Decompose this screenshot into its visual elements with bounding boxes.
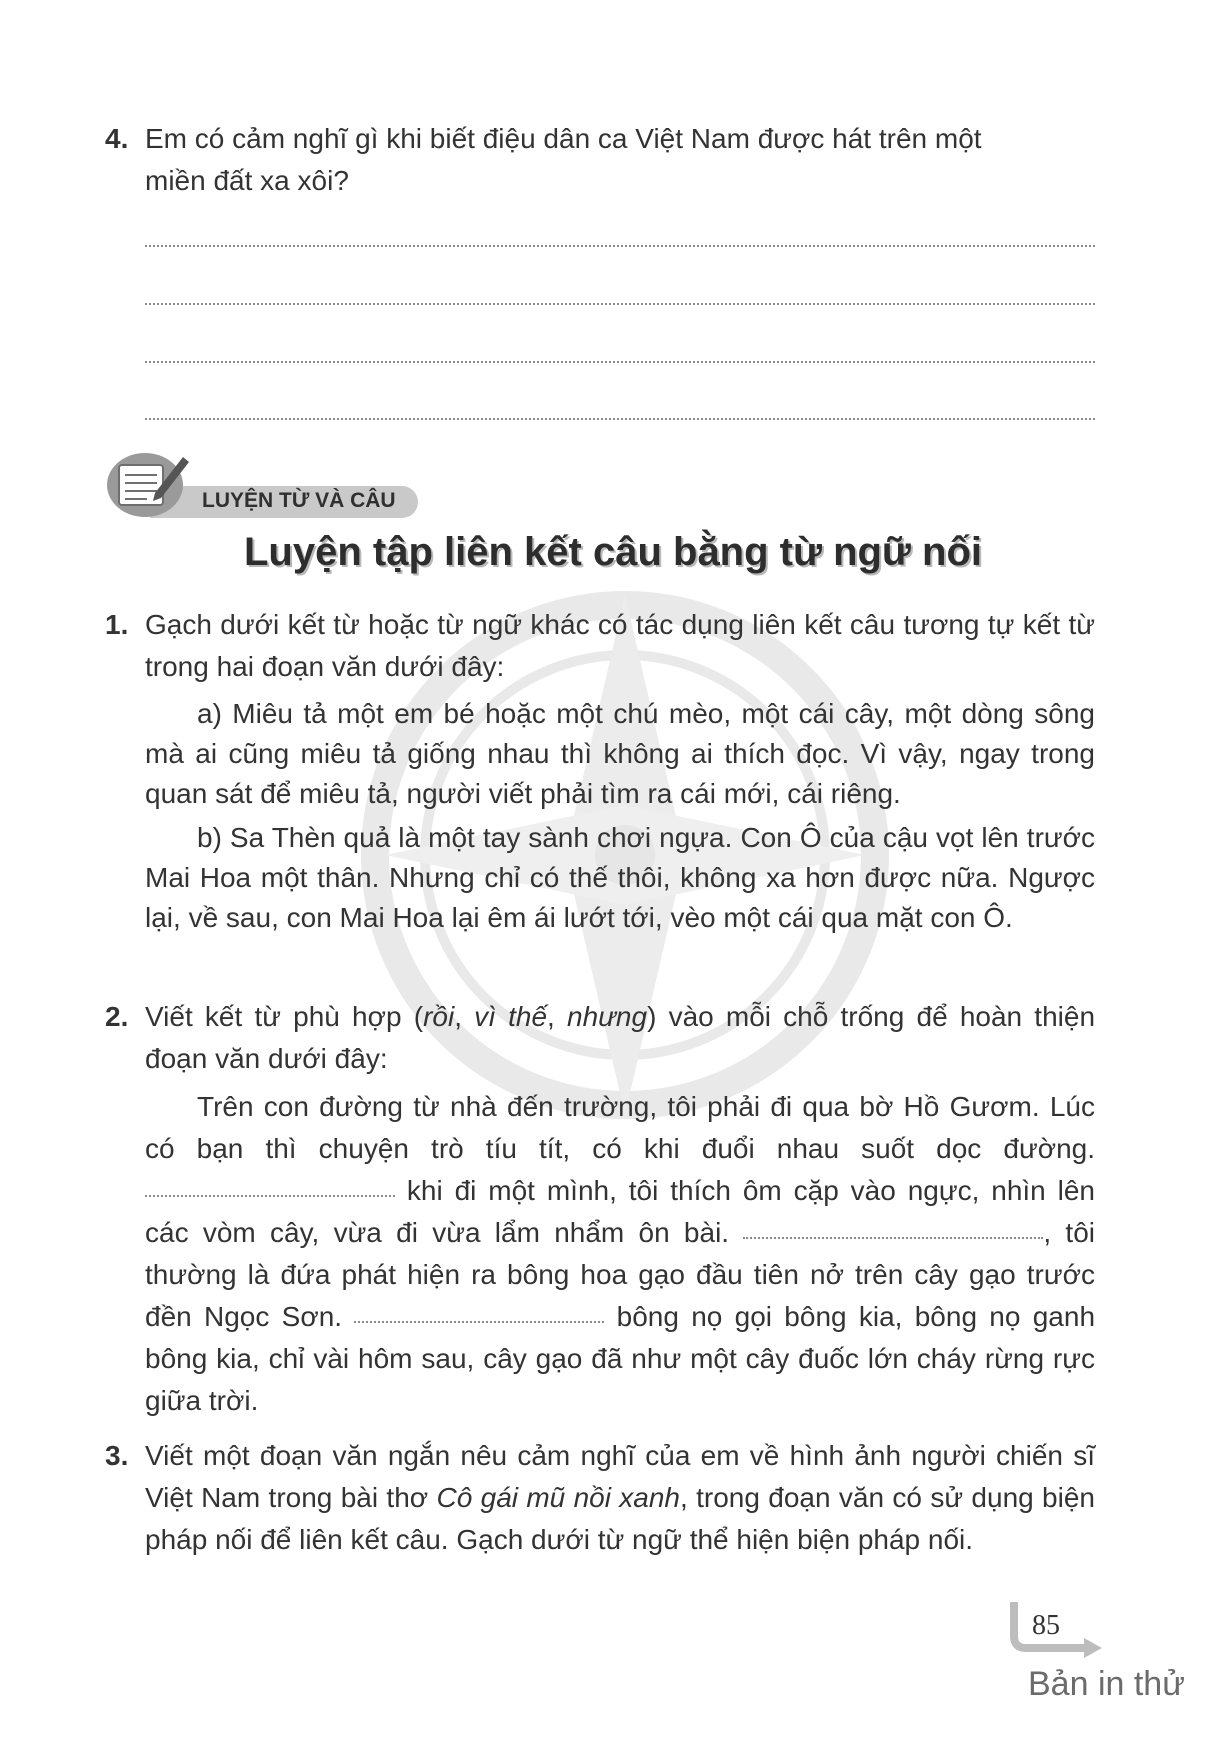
section-tag-label: LUYỆN TỪ VÀ CÂU <box>202 489 396 512</box>
page-number: 85 <box>1032 1610 1060 1641</box>
section-title: Luyện tập liên kết câu bằng từ ngữ nối <box>244 530 982 574</box>
question-line-2: miền đất xa xôi? <box>145 165 349 196</box>
notebook-pencil-icon <box>105 447 191 519</box>
question-4 <box>105 118 1095 202</box>
fill-blank[interactable] <box>354 1321 604 1323</box>
fill-blank[interactable] <box>145 1195 395 1197</box>
fill-blank[interactable] <box>743 1237 1043 1239</box>
exercise-3 <box>105 1435 1095 1561</box>
exercise-3-text: Viết một đoạn văn ngắn nêu cảm nghĩ của em về hình ảnh người chiến sĩ Việt Nam trong bài thơ Cô gái mũ nồi xanh, trong đoạn văn có sử dụng biện pháp nối để liên kết câu. Gạch dưới từ ngữ thể hiện biện pháp nối. <box>145 1440 1095 1555</box>
exercise-2 <box>105 996 1095 1422</box>
answer-line[interactable] <box>145 361 1095 363</box>
passage-b: b) Sa Thèn quả là một tay sành chơi ngựa. Con Ô của cậu vọt lên trước Mai Hoa một thân. Nhưng chỉ có thế thôi, không xa hơn được nữa. Ngược lại, về sau, con Mai Hoa lại êm ái lướt tới, vèo một cái qua mặt con Ô. <box>145 822 1095 933</box>
poem-title: Cô gái mũ nồi xanh <box>436 1482 680 1513</box>
exercise-number: 1. <box>105 609 129 640</box>
answer-line[interactable] <box>145 418 1095 420</box>
passage-2: Trên con đường từ nhà đến trường, tôi phải đi qua bờ Hồ Gươm. Lúc có bạn thì chuyện trò tíu tít, có khi đuổi nhau suốt dọc đường. khi đi một mình, tôi thích ôm cặp vào ngực, nhìn lên các vòm cây, vừa đi vừa lẩm nhẩm ôn bài. , tôi thường là đứa phát hiện ra bông hoa gạo đầu tiên nở trên cây gạo trước đền Ngọc Sơn. bông nọ gọi bông kia, bông nọ ganh bông kia, chỉ vài hôm sau, cây gạo đã như một cây đuốc lớn cháy rừng rực giữa trời. <box>145 1091 1096 1416</box>
hint-word: rồi <box>423 1001 455 1032</box>
answer-line[interactable] <box>145 303 1095 305</box>
hint-word: nhưng <box>567 1001 648 1032</box>
exercise-number: 2. <box>105 1001 129 1032</box>
exercise-number: 3. <box>105 1440 129 1471</box>
question-line-1: Em có cảm nghĩ gì khi biết điệu dân ca Việt Nam được hát trên một <box>145 123 982 154</box>
exercise-1 <box>105 604 1095 938</box>
question-number: 4. <box>105 123 129 154</box>
passage-a: a) Miêu tả một em bé hoặc một chú mèo, một cái cây, một dòng sông mà ai cũng miêu tả giống nhau thì không ai thích đọc. Vì vậy, ngay trong quan sát để miêu tả, người viết phải tìm ra cái mới, cái riêng. <box>145 698 1095 809</box>
draft-label: Bản in thử <box>1028 1665 1185 1703</box>
answer-line[interactable] <box>145 245 1095 247</box>
hint-word: vì thế <box>474 1001 548 1032</box>
exercise-2-intro: Viết kết từ phù hợp (rồi, vì thế, nhưng) vào mỗi chỗ trống để hoàn thiện đoạn văn dưới đây: <box>145 1001 1096 1074</box>
exercise-1-intro: Gạch dưới kết từ hoặc từ ngữ khác có tác dụng liên kết câu tương tự kết từ trong hai đoạn văn dưới đây: <box>145 609 1095 682</box>
